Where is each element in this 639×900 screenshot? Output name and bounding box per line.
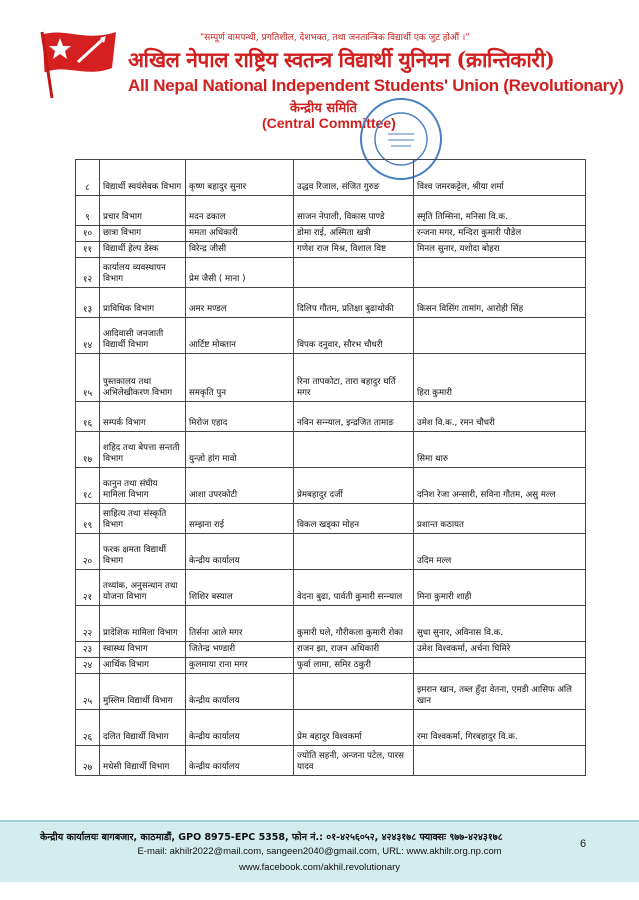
department-members: विकल खड्का मोहन bbox=[294, 504, 414, 534]
department-others: किसन विसिंग तामांग, आरोही सिंह bbox=[414, 288, 586, 318]
row-number: २० bbox=[76, 534, 100, 570]
footer-contact bbox=[0, 820, 639, 882]
department-members: नविन सन्न्याल, इन्द्रजित तामाङ bbox=[294, 402, 414, 432]
department-members bbox=[294, 432, 414, 468]
table-row bbox=[76, 642, 586, 658]
department-others bbox=[414, 658, 586, 674]
department-name: कार्यालय व्यवस्थापन विभाग bbox=[100, 258, 186, 288]
department-members: रिना तापकोटा, तारा बहादुर घर्ति मगर bbox=[294, 354, 414, 402]
facebook-link[interactable]: www.facebook.com/akhil.revolutionary bbox=[238, 862, 401, 873]
department-head: आर्टिष्ट मोक्तान bbox=[186, 318, 294, 354]
letterhead bbox=[0, 0, 639, 150]
department-name: विद्यार्थी स्वयंसेवक विभाग bbox=[100, 160, 186, 196]
table-row bbox=[76, 354, 586, 402]
department-head: शिशिर बस्याल bbox=[186, 570, 294, 606]
table-row bbox=[76, 658, 586, 674]
department-head: प्रेम जैसी ( माना ) bbox=[186, 258, 294, 288]
department-others: सिमा थारु bbox=[414, 432, 586, 468]
department-name: दलित विद्यार्थी विभाग bbox=[100, 710, 186, 746]
department-name: प्राविधिक विभाग bbox=[100, 288, 186, 318]
org-title-nepali: अखिल नेपाल राष्ट्रिय स्वतन्त्र विद्यार्थी युनियन (क्रान्तिकारी) bbox=[128, 47, 555, 72]
row-number: २६ bbox=[76, 710, 100, 746]
department-head: आशा उपरकोटी bbox=[186, 468, 294, 504]
row-number: २७ bbox=[76, 746, 100, 776]
row-number: १३ bbox=[76, 288, 100, 318]
department-members: विपक दनुवार, सौरभ चौधरी bbox=[294, 318, 414, 354]
table-row bbox=[76, 258, 586, 288]
department-head: अमर मण्डल bbox=[186, 288, 294, 318]
table-row bbox=[76, 570, 586, 606]
department-name: शहिद तथा बेपत्ता सन्तती विभाग bbox=[100, 432, 186, 468]
department-members: उद्धव रिजाल, संजित गुरुङ bbox=[294, 160, 414, 196]
department-others: उमेश विश्वकर्मा, अर्चना घिमिरे bbox=[414, 642, 586, 658]
email-url-line: E-mail: akhilr2022@mail.com, sangeen2040@gmail.com, URL: www.akhilr.org.np.com bbox=[137, 846, 502, 857]
department-name: कानुन तथा संघीय मामिला विभाग bbox=[100, 468, 186, 504]
table-row bbox=[76, 226, 586, 242]
department-others: मिना कुमारी शाही bbox=[414, 570, 586, 606]
department-name: प्रादेशिक मामिला विभाग bbox=[100, 606, 186, 642]
department-head: जितेन्द्र भण्डारी bbox=[186, 642, 294, 658]
department-others: मिनल सुनार, यशोदा बोहरा bbox=[414, 242, 586, 258]
department-name: प्रचार विभाग bbox=[100, 196, 186, 226]
department-members: राजन झा, राजन अधिकारी bbox=[294, 642, 414, 658]
department-name: सम्पर्क विभाग bbox=[100, 402, 186, 432]
department-others: विश्व जमरकट्टेल, श्रीया शर्मा bbox=[414, 160, 586, 196]
department-members: फुर्वा लामा, समिर ठकुरी bbox=[294, 658, 414, 674]
department-head: विरेन्द्र जीसी bbox=[186, 242, 294, 258]
department-others: स्मृति तिम्सिना, मनिसा वि.क. bbox=[414, 196, 586, 226]
department-head: सम्झना राई bbox=[186, 504, 294, 534]
table-row bbox=[76, 746, 586, 776]
department-members bbox=[294, 674, 414, 710]
department-name: पुस्तकालय तथा अभिलेखीकरण विभाग bbox=[100, 354, 186, 402]
department-members: गणेश राज मिश्र, विशाल विष्ट bbox=[294, 242, 414, 258]
department-name: स्वास्थ्य विभाग bbox=[100, 642, 186, 658]
row-number: ९ bbox=[76, 196, 100, 226]
table-row bbox=[76, 504, 586, 534]
department-head: केन्द्रीय कार्यालय bbox=[186, 746, 294, 776]
central-committee-nepali: केन्द्रीय समिति bbox=[290, 101, 358, 116]
department-name: आदिवासी जनजाती विद्यार्थी विभाग bbox=[100, 318, 186, 354]
department-others: उमेश वि.क., रमन चौधरी bbox=[414, 402, 586, 432]
department-name: छात्रा विभाग bbox=[100, 226, 186, 242]
department-others bbox=[414, 318, 586, 354]
page-number: 6 bbox=[580, 838, 587, 850]
department-name: मुस्लिम विद्यार्थी विभाग bbox=[100, 674, 186, 710]
department-members bbox=[294, 258, 414, 288]
department-head: कृष्ण बहादुर सुनार bbox=[186, 160, 294, 196]
row-number: २३ bbox=[76, 642, 100, 658]
table-row bbox=[76, 534, 586, 570]
department-head: ममता अधिकारी bbox=[186, 226, 294, 242]
row-number: २४ bbox=[76, 658, 100, 674]
row-number: १२ bbox=[76, 258, 100, 288]
department-members: कुमारी घले, गौरीकला कुमारी रोका bbox=[294, 606, 414, 642]
department-others: हिरा कुमारी bbox=[414, 354, 586, 402]
table-row bbox=[76, 606, 586, 642]
table-row bbox=[76, 402, 586, 432]
table-row bbox=[76, 318, 586, 354]
department-head: कुलमाया राना मगर bbox=[186, 658, 294, 674]
department-others: उदिम मल्ल bbox=[414, 534, 586, 570]
org-title-english: All Nepal National Independent Students' Union (Revolutionary) bbox=[128, 76, 624, 95]
department-head: केन्द्रीय कार्यालय bbox=[186, 674, 294, 710]
department-others: रन्जना मगर, मन्दिरा कुमारी पौडेल bbox=[414, 226, 586, 242]
table-row bbox=[76, 432, 586, 468]
row-number: २१ bbox=[76, 570, 100, 606]
department-others: दनिश रेजा अन्सारी, सविना गौतम, असु मल्ल bbox=[414, 468, 586, 504]
row-number: २५ bbox=[76, 674, 100, 710]
table-row bbox=[76, 242, 586, 258]
row-number: १७ bbox=[76, 432, 100, 468]
row-number: १६ bbox=[76, 402, 100, 432]
row-number: १९ bbox=[76, 504, 100, 534]
table-row bbox=[76, 710, 586, 746]
row-number: १५ bbox=[76, 354, 100, 402]
department-others bbox=[414, 746, 586, 776]
table-row bbox=[76, 160, 586, 196]
department-others: रमा विश्वकर्मा, गिरबहादुर वि.क. bbox=[414, 710, 586, 746]
table-row bbox=[76, 674, 586, 710]
office-address: केन्द्रीय कार्यालयः बागबजार, काठमाडौं, GPO 8975-EPC 5358, फोन नं.: ०१-४२५६०५२, ४२४३१७८ फ्याक्सः ९७७-४२४३१७८ bbox=[40, 832, 503, 843]
row-number: ११ bbox=[76, 242, 100, 258]
department-name: साहित्य तथा संस्कृति विभाग bbox=[100, 504, 186, 534]
department-name: मधेसी विद्यार्थी विभाग bbox=[100, 746, 186, 776]
flag-logo-icon bbox=[36, 28, 122, 100]
department-others: सुधा सुनार, अविनास वि.क. bbox=[414, 606, 586, 642]
department-members: वेदना बुढा, पार्वती कुमारी सन्न्याल bbox=[294, 570, 414, 606]
department-head: मिरोज एहाद bbox=[186, 402, 294, 432]
department-name: विद्यार्थी हेल्प डेस्क bbox=[100, 242, 186, 258]
department-members bbox=[294, 534, 414, 570]
department-head: केन्द्रीय कार्यालय bbox=[186, 710, 294, 746]
department-head: केन्द्रीय कार्यालय bbox=[186, 534, 294, 570]
department-members: प्रेमबहादुर दर्जी bbox=[294, 468, 414, 504]
department-head: तिर्सना आले मगर bbox=[186, 606, 294, 642]
department-others: प्रशान्त कठायत bbox=[414, 504, 586, 534]
department-members: डोमा राई, अस्मिता खत्री bbox=[294, 226, 414, 242]
department-name: आर्थिक विभाग bbox=[100, 658, 186, 674]
department-name: तथ्यांक, अनुसन्धान तथा योजना विभाग bbox=[100, 570, 186, 606]
table-row bbox=[76, 468, 586, 504]
table-row bbox=[76, 196, 586, 226]
row-number: १८ bbox=[76, 468, 100, 504]
tagline: "सम्पूर्ण वामपन्थी, प्रगतिशील, देशभक्त, तथा जनतान्त्रिक विद्यार्थी एक जुट होऔं ।" bbox=[200, 33, 470, 43]
department-members: दिलिप गौतम, प्रतिक्षा बुढाथोकी bbox=[294, 288, 414, 318]
central-committee-english: (Central Committee) bbox=[262, 115, 396, 131]
row-number: २२ bbox=[76, 606, 100, 642]
row-number: १४ bbox=[76, 318, 100, 354]
department-head: समकृति पुन bbox=[186, 354, 294, 402]
department-head: युन्ज़ो हांग मावो bbox=[186, 432, 294, 468]
department-members: ज्योति सहनी, अन्जना पटेल, पारस यादव bbox=[294, 746, 414, 776]
row-number: १० bbox=[76, 226, 100, 242]
department-name: फरक क्षमता विद्यार्थी विभाग bbox=[100, 534, 186, 570]
row-number: ८ bbox=[76, 160, 100, 196]
department-head: मदन ढकाल bbox=[186, 196, 294, 226]
department-others bbox=[414, 258, 586, 288]
department-others: इमरान खान, तब्ल हुँदा वेतना, एमडी आसिफ अलि खान bbox=[414, 674, 586, 710]
table-row bbox=[76, 288, 586, 318]
department-roster-table bbox=[75, 159, 586, 776]
department-members: प्रेम बहादुर विश्वकर्मा bbox=[294, 710, 414, 746]
department-members: साजन नेपाली, विकास पाण्डे bbox=[294, 196, 414, 226]
